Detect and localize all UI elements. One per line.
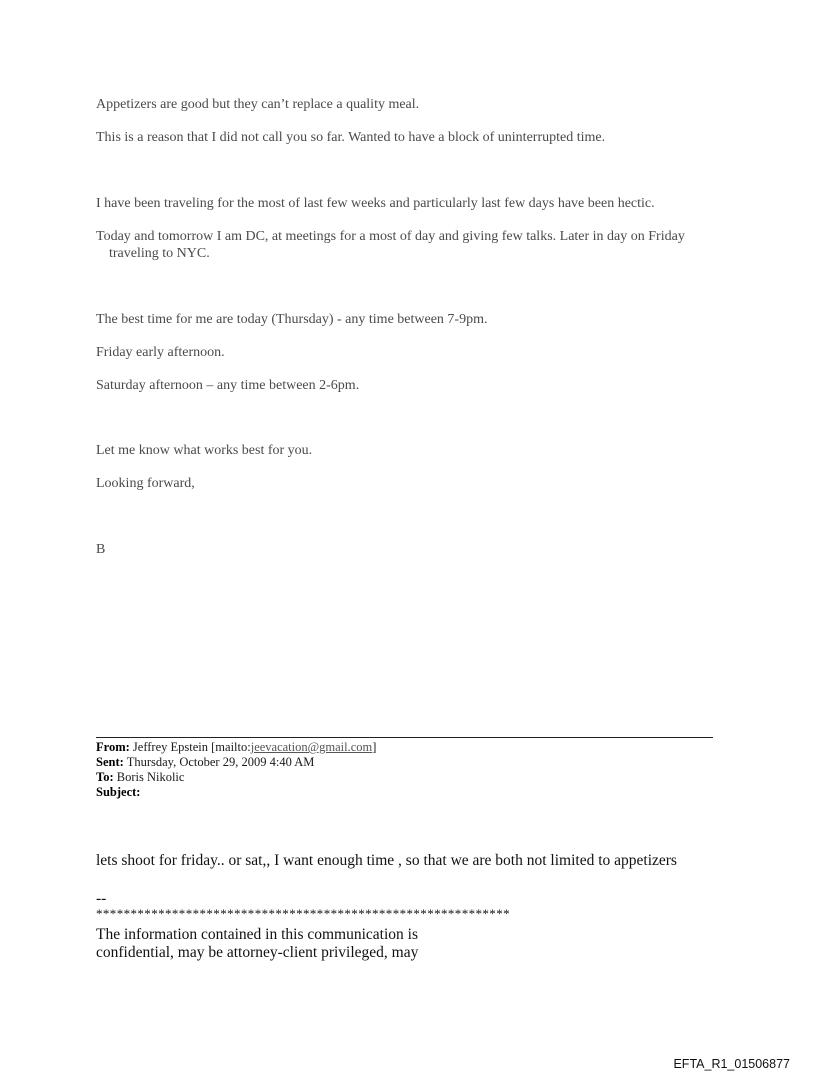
disclaimer-stars: ************************************************************ (96, 906, 510, 921)
body-paragraph-dc-line2: traveling to NYC. (109, 246, 210, 261)
disclaimer-line-1: The information contained in this communication is (96, 926, 418, 943)
email-subject-line (96, 785, 140, 800)
email-to-line (96, 770, 184, 785)
disclaimer-line-2: confidential, may be attorney-client privileged, may (96, 944, 419, 961)
from-name: Jeffrey Epstein [mailto: (132, 740, 251, 754)
signature-dash: -- (96, 890, 107, 907)
body-paragraph-looking-forward: Looking forward, (96, 476, 195, 491)
body-paragraph-friday: Friday early afternoon. (96, 345, 225, 360)
to-value: Boris Nikolic (116, 770, 185, 784)
sent-value: Thursday, October 29, 2009 4:40 AM (126, 755, 315, 769)
from-close: ] (372, 740, 377, 754)
header-divider (96, 737, 713, 738)
from-label: From: (96, 740, 130, 754)
body-paragraph-let-me-know: Let me know what works best for you. (96, 443, 313, 458)
body-paragraph-dc-line1: Today and tomorrow I am DC, at meetings for a most of day and giving few talks. Later in day on Friday (96, 229, 685, 244)
sent-label: Sent: (96, 755, 124, 769)
signature-initial: B (96, 542, 106, 557)
body-paragraph-best-time: The best time for me are today (Thursday) - any time between 7-9pm. (96, 312, 488, 327)
body-paragraph-saturday: Saturday afternoon – any time between 2-6pm. (96, 378, 360, 393)
body-paragraph-traveling: I have been traveling for the most of last few weeks and particularly last few days have been hectic. (96, 196, 655, 211)
from-email-link[interactable]: jeevacation@gmail.com (250, 740, 373, 754)
email-sent-line (96, 755, 314, 770)
subject-label: Subject: (96, 785, 141, 799)
reply-message: lets shoot for friday.. or sat,, I want enough time , so that we are both not limited to appetizers (96, 852, 677, 869)
body-paragraph-appetizers: Appetizers are good but they can’t replace a quality meal. (96, 97, 420, 112)
document-id: EFTA_R1_01506877 (673, 1057, 790, 1071)
body-paragraph-reason: This is a reason that I did not call you so far. Wanted to have a block of uninterrupted time. (96, 130, 606, 145)
body-paragraph-dc (96, 228, 736, 262)
email-from-line (96, 740, 376, 755)
to-label: To: (96, 770, 114, 784)
